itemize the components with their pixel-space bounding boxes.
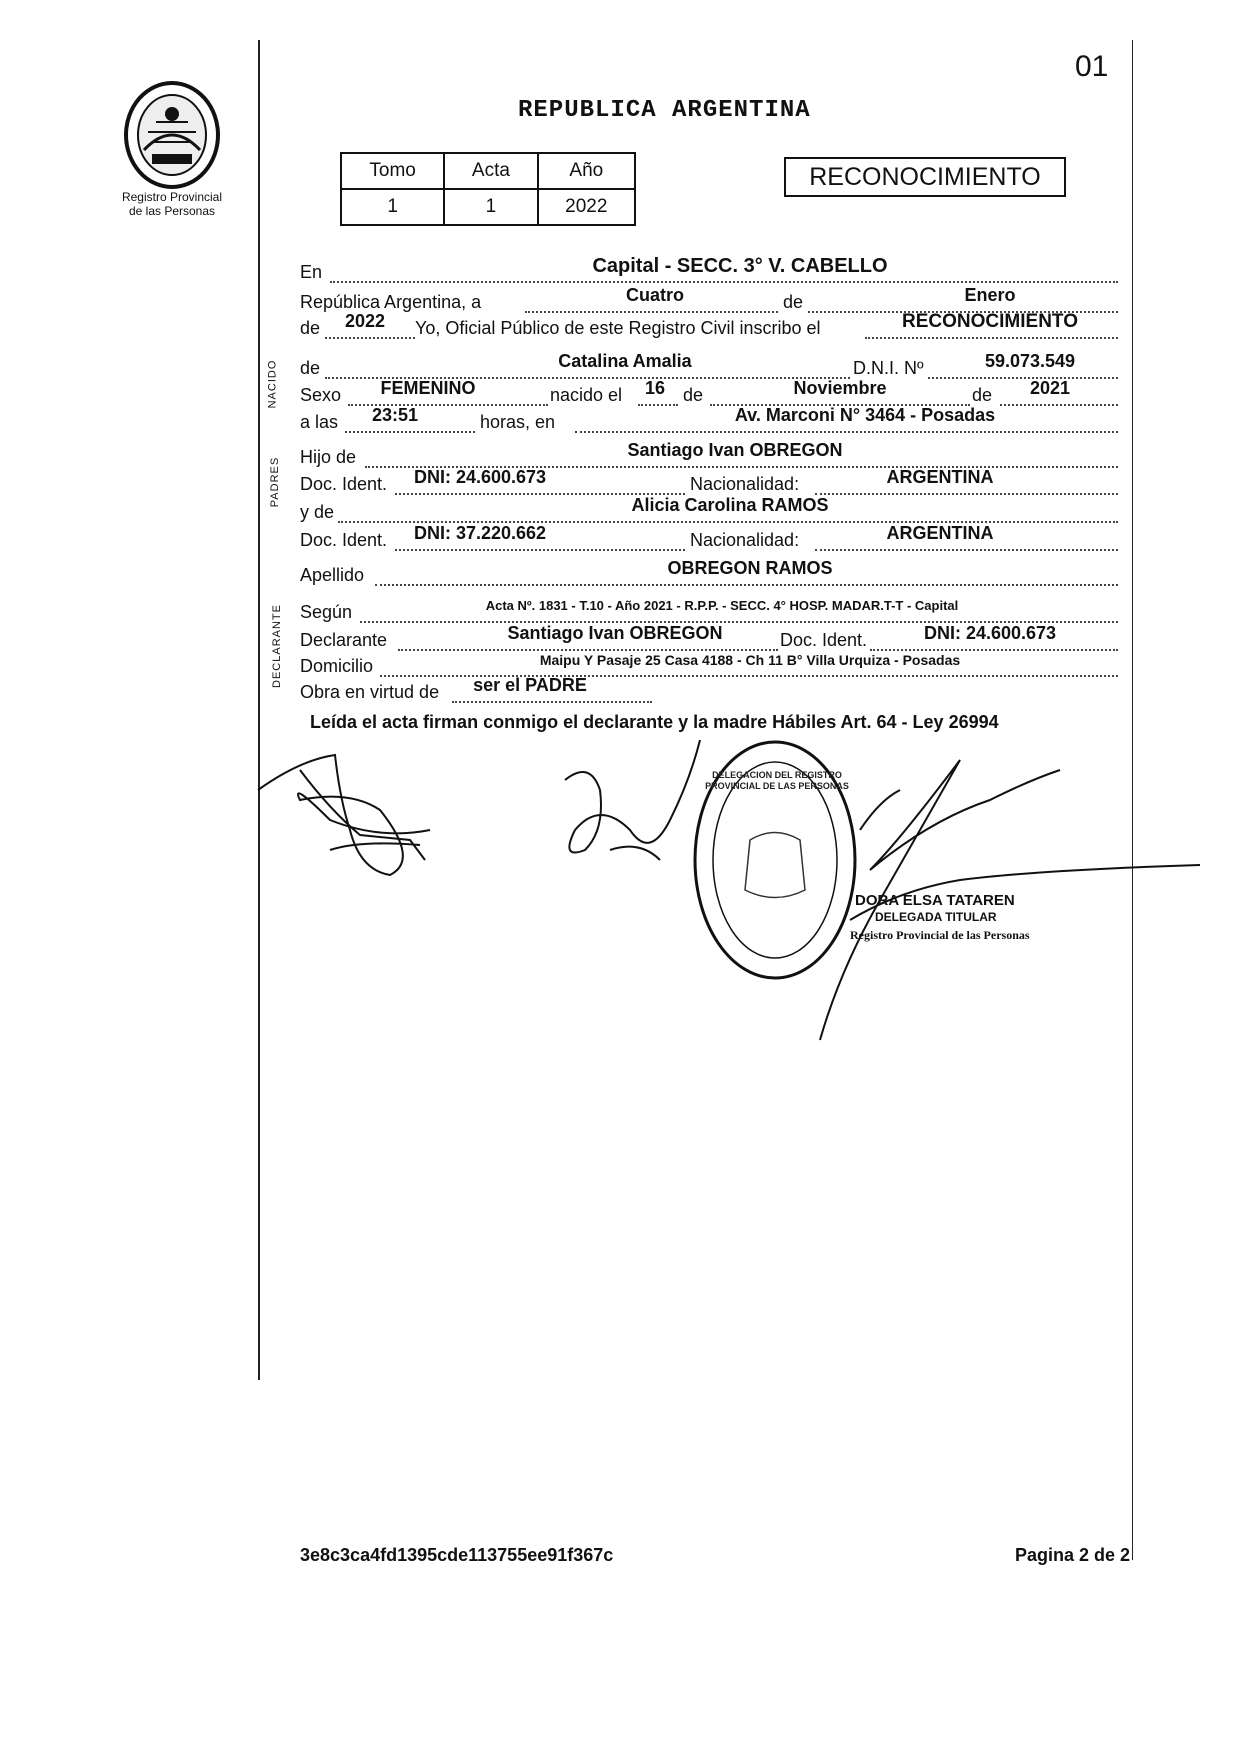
label-republica: República Argentina, a xyxy=(300,292,482,312)
label-dni: D.N.I. Nº xyxy=(850,358,927,379)
value-domicile: Maipu Y Pasaje 25 Casa 4188 - Ch 11 B° Villa Urquiza - Posadas xyxy=(539,652,961,668)
value-father-name: Santiago Ivan OBREGON xyxy=(627,440,843,460)
dotted-line xyxy=(375,583,1118,586)
provincial-seal-icon xyxy=(122,80,222,190)
declarant-signature-icon xyxy=(258,755,430,875)
label-de-anio: de xyxy=(300,318,321,338)
label-en: En xyxy=(300,262,323,282)
page-number: 01 xyxy=(1075,50,1109,83)
label-nacido: nacido el xyxy=(550,385,623,405)
row-apellido xyxy=(300,558,1118,595)
table-value-anio: 2022 xyxy=(538,189,635,225)
left-margin-line xyxy=(258,40,260,1380)
label-de: de xyxy=(780,292,806,313)
value-father-nationality: ARGENTINA xyxy=(886,467,994,487)
logo-caption-line2: de las Personas xyxy=(128,204,216,218)
value-year: 2022 xyxy=(344,311,386,331)
value-declarant-name: Santiago Ivan OBREGON xyxy=(507,623,723,643)
value-child-name: Catalina Amalia xyxy=(558,351,692,371)
label-doc-ident: Doc. Ident. xyxy=(300,474,388,494)
dotted-line xyxy=(815,548,1118,551)
side-label-padres: PADRES xyxy=(269,456,282,508)
row-anio xyxy=(300,311,1118,348)
document-title: REPUBLICA ARGENTINA xyxy=(518,97,811,124)
record-type-box: RECONOCIMIENTO xyxy=(784,157,1066,197)
table-header-anio: Año xyxy=(538,153,635,189)
side-label-declarante: DECLARANTE xyxy=(270,604,283,688)
value-mother-name: Alicia Carolina RAMOS xyxy=(631,495,829,515)
value-child-dni: 59.073.549 xyxy=(984,351,1076,371)
label-domicilio: Domicilio xyxy=(300,656,374,676)
label-y-de: y de xyxy=(300,502,335,522)
value-en: Capital - SECC. 3° V. CABELLO xyxy=(592,255,888,277)
value-birth-time: 23:51 xyxy=(371,405,419,425)
value-act: RECONOCIMIENTO xyxy=(902,311,1078,332)
dotted-line xyxy=(865,336,1118,339)
dotted-line xyxy=(452,700,652,703)
row-hora xyxy=(300,405,1118,442)
row-mother-doc xyxy=(300,523,1118,560)
value-month: Enero xyxy=(964,285,1016,305)
label-segun: Según xyxy=(300,602,353,622)
label-horas: horas, en xyxy=(480,412,556,432)
official-name: DORA ELSA TATAREN xyxy=(855,892,1015,909)
right-margin-line xyxy=(1132,40,1133,1560)
dotted-line xyxy=(398,648,778,651)
label-hijo: Hijo de xyxy=(300,447,357,467)
official-office: Registro Provincial de las Personas xyxy=(850,928,1030,942)
dotted-line xyxy=(575,430,1118,433)
value-segun: Acta Nº. 1831 - T.10 - Año 2021 - R.P.P. - SECC. 4° HOSP. MADAR.T-T - Capital xyxy=(485,598,959,613)
value-birth-month: Noviembre xyxy=(793,378,887,398)
dotted-line xyxy=(330,280,1118,283)
table-header-acta: Acta xyxy=(444,153,537,189)
value-birth-place: Av. Marconi N° 3464 - Posadas xyxy=(734,405,996,425)
label-doc-ident-2: Doc. Ident. xyxy=(300,530,388,550)
value-surname: OBREGON RAMOS xyxy=(667,558,833,578)
mother-signature-icon xyxy=(565,740,700,860)
value-mother-nationality: ARGENTINA xyxy=(886,523,994,543)
value-father-doc: DNI: 24.600.673 xyxy=(413,467,547,487)
value-obra: ser el PADRE xyxy=(473,675,587,695)
table-value-acta: 1 xyxy=(444,189,537,225)
label-declarante: Declarante xyxy=(300,630,388,650)
table-value-tomo: 1 xyxy=(341,189,444,225)
label-obra: Obra en virtud de xyxy=(300,682,440,702)
official-role: DELEGADA TITULAR xyxy=(875,910,997,924)
label-nacionalidad: Nacionalidad: xyxy=(690,474,800,494)
dotted-line xyxy=(638,403,678,406)
closing-statement: Leída el acta firman conmigo el declarante y la madre Hábiles Art. 64 - Ley 26994 xyxy=(310,712,999,732)
logo-caption-line1: Registro Provincial xyxy=(121,190,223,204)
value-declarant-doc: DNI: 24.600.673 xyxy=(923,623,1057,643)
dotted-line xyxy=(325,336,415,339)
pagination: Pagina 2 de 2 xyxy=(1015,1545,1131,1565)
label-sexo: Sexo xyxy=(300,385,342,405)
label-alas: a las xyxy=(300,412,339,432)
value-birth-year: 2021 xyxy=(1029,378,1071,398)
label-de-child: de xyxy=(300,358,321,378)
row-obra xyxy=(300,675,1118,712)
label-officer: Yo, Oficial Público de este Registro Civil inscribo el xyxy=(415,318,821,338)
label-doc-ident-3: Doc. Ident. xyxy=(780,630,868,650)
table-header-tomo: Tomo xyxy=(341,153,444,189)
value-sex: FEMENINO xyxy=(380,378,476,398)
side-label-nacido: NACIDO xyxy=(266,359,279,409)
seal-ring-text: DELEGACION DEL REGISTRO PROVINCIAL DE LAS PERSONAS xyxy=(705,770,849,791)
label-nacionalidad-2: Nacionalidad: xyxy=(690,530,800,550)
dotted-line xyxy=(395,548,685,551)
value-day: Cuatro xyxy=(626,285,684,305)
label-de-birth: de xyxy=(683,385,704,405)
register-table xyxy=(340,152,636,226)
registry-logo xyxy=(112,80,232,218)
label-apellido: Apellido xyxy=(300,565,365,585)
dotted-line xyxy=(345,430,475,433)
dotted-line xyxy=(870,648,1118,651)
label-de-birth-year: de xyxy=(972,385,993,405)
document-hash: 3e8c3ca4fd1395cde113755ee91f367c xyxy=(300,1545,614,1565)
value-mother-doc: DNI: 37.220.662 xyxy=(413,523,547,543)
value-birth-day: 16 xyxy=(644,378,666,398)
